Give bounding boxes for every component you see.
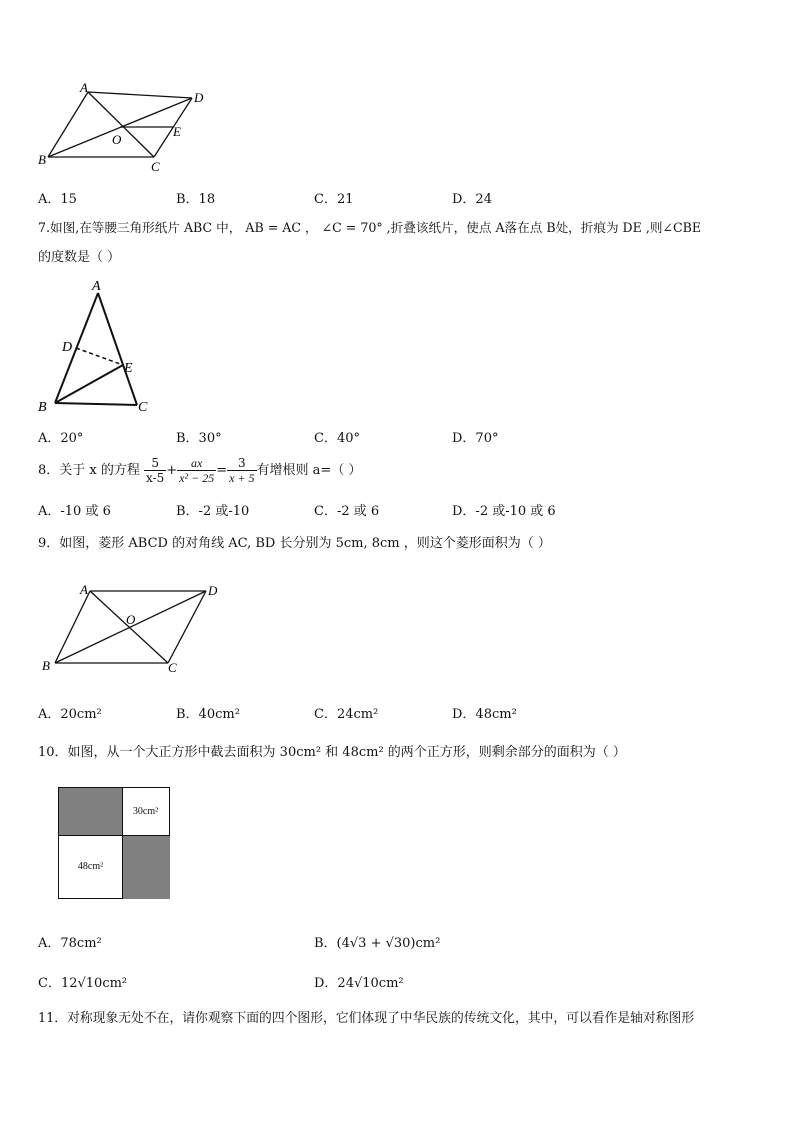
q7-label-B: B	[38, 400, 47, 415]
q8-option-b: B．-2 或-10	[176, 504, 250, 519]
q8-frac1-den: x-5	[146, 471, 165, 485]
q7-option-b: B．30°	[176, 431, 222, 446]
q8-fraction-1	[144, 456, 166, 485]
q7-segment-AC	[98, 293, 137, 405]
q10-option-b: B．(4√3 + √30)cm²	[314, 936, 441, 951]
q8-fraction-2	[177, 456, 216, 485]
q9-segment-CD	[168, 591, 206, 663]
q8-plus: +	[166, 463, 178, 478]
q8-frac1-num: 5	[144, 456, 166, 471]
q8-equals: =	[216, 463, 228, 478]
q9-option-b: B．40cm²	[176, 707, 240, 722]
q7-option-c: C．40°	[314, 431, 360, 446]
q6-segment-AB	[48, 92, 88, 157]
q7-stem-line1: 7.如图,在等腰三角形纸片 ABC 中， AB = AC ， ∠C = 70° ,折叠该纸片，使点 A落在点 B处，折痕为 DE ,则∠CBE	[38, 220, 702, 235]
q8-option-a: A．-10 或 6	[38, 504, 111, 519]
q10-figure	[58, 787, 170, 899]
q10-label-48: 48cm²	[77, 861, 104, 872]
q10-option-a: A．78cm²	[38, 936, 102, 951]
q6-label-E: E	[173, 124, 181, 139]
q7-stem-line2: 的度数是（ ）	[38, 250, 121, 265]
q10-square-30	[122, 788, 169, 835]
q10-stem: 10．如图，从一个大正方形中截去面积为 30cm² 和 48cm² 的两个正方形，则剩余部分的面积为（ ）	[38, 745, 626, 760]
q7-option-d: D．70°	[452, 431, 499, 446]
q9-diagonal-BD	[55, 591, 206, 663]
q6-label-C: C	[151, 159, 160, 174]
q7-segment-BC	[55, 403, 137, 405]
q6-option-b: B．18	[176, 192, 216, 207]
q7-figure	[30, 275, 160, 420]
q6-label-O: O	[112, 132, 122, 147]
q6-label-A: A	[80, 80, 88, 95]
q8-option-d: D．-2 或-10 或 6	[452, 504, 556, 519]
q7-label-D: D	[62, 340, 73, 355]
q8-frac2-den: x² − 25	[179, 471, 215, 485]
q7-segment-BE	[55, 365, 123, 403]
q9-label-C: C	[168, 660, 177, 675]
q9-figure	[30, 578, 230, 678]
q8-frac3-num: 3	[227, 456, 256, 471]
q11-stem: 11．对称现象无处不在，请你观察下面的四个图形，它们体现了中华民族的传统文化，其中，可以看作是轴对称图形	[38, 1011, 695, 1026]
q6-option-d: D．24	[452, 192, 492, 207]
q10-shaded-bottom-right	[122, 835, 170, 899]
q10-option-d: D．24√10cm²	[314, 976, 404, 991]
q6-label-D: D	[194, 90, 204, 105]
q9-option-d: D．48cm²	[452, 707, 517, 722]
q6-diagonal-AC	[88, 92, 154, 157]
q7-label-E: E	[124, 361, 133, 376]
q7-option-a: A．20°	[38, 431, 84, 446]
q9-stem: 9．如图，菱形 ABCD 的对角线 AC, BD 长分别为 5cm, 8cm ，则这个菱形面积为（ ）	[38, 536, 551, 551]
q7-fold-line-DE	[76, 348, 123, 365]
q8-fraction-3	[227, 456, 256, 485]
q7-label-A: A	[92, 279, 101, 294]
q6-label-B: B	[38, 152, 46, 167]
q10-square-48	[59, 835, 122, 898]
q6-option-c: C．21	[314, 192, 354, 207]
q7-label-C: C	[138, 400, 148, 415]
q6-segment-AD	[88, 92, 192, 98]
q9-option-a: A．20cm²	[38, 707, 102, 722]
q9-label-B: B	[42, 658, 50, 673]
q8-frac3-den: x + 5	[229, 471, 255, 485]
q10-label-30: 30cm²	[132, 806, 159, 817]
q8-stem	[38, 452, 361, 490]
q6-figure	[30, 80, 230, 175]
q9-option-c: C．24cm²	[314, 707, 379, 722]
q9-segment-AB	[55, 591, 90, 663]
q9-label-A: A	[80, 582, 88, 597]
q8-suffix: 有增根则 a=（ ）	[256, 463, 362, 478]
q9-label-O: O	[126, 612, 136, 627]
q8-option-c: C．-2 或 6	[314, 504, 380, 519]
q10-option-c: C．12√10cm²	[38, 976, 128, 991]
q10-shaded-top-left	[59, 788, 123, 836]
q6-option-a: A．15	[38, 192, 77, 207]
q8-prefix: 8．关于 x 的方程	[38, 463, 140, 478]
q8-frac2-num: ax	[177, 456, 216, 471]
q9-label-D: D	[208, 583, 218, 598]
